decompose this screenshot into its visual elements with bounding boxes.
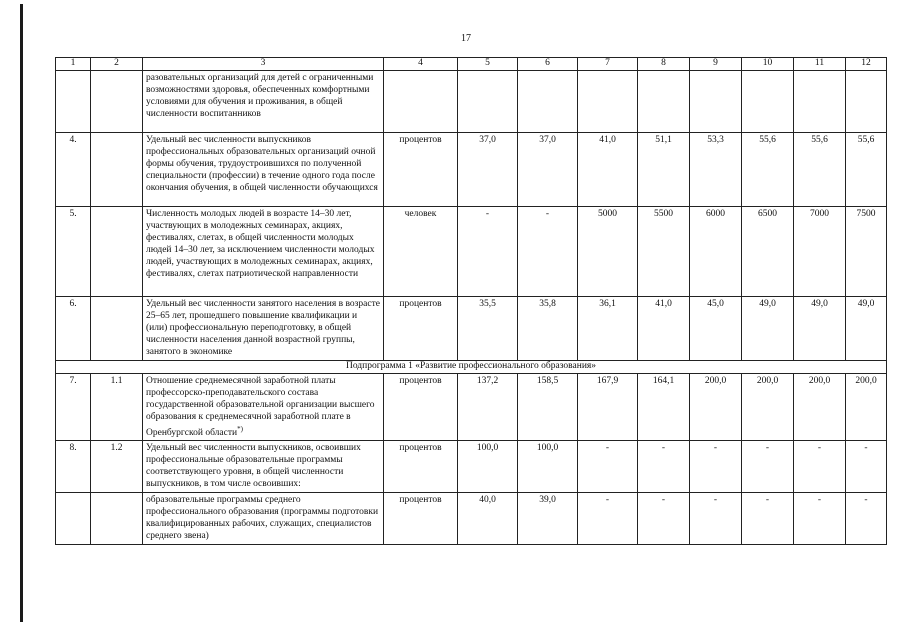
value-cell [794, 71, 846, 133]
value-cell: 200,0 [794, 374, 846, 441]
unit-cell: процентов [384, 374, 458, 441]
indicator-text: Численность молодых людей в возрасте 14–30 лет, участвующих в молодежных семинарах, акциях, фестивалях, слетах, в общей численности молодых людей 14–30 лет, за исключением численности молодых людей, участвующих в молодежных семинарах, акциях, фестивалях, слетах патриотической направленности [143, 207, 384, 297]
unit-cell: процентов [384, 133, 458, 207]
value-cell: 5000 [578, 207, 638, 297]
header-cell: 10 [742, 58, 794, 71]
value-cell: 49,0 [794, 297, 846, 361]
row-number: 4. [56, 133, 91, 207]
indicator-text: образовательные программы среднего профессионального образования (программы подготовки квалифицированных рабочих, служащих, специалистов среднего звена) [143, 493, 384, 545]
unit-cell [384, 71, 458, 133]
value-cell: 49,0 [742, 297, 794, 361]
indicator-text: Удельный вес численности занятого населения в возрасте 25–65 лет, прошедшего повышение квалификации и (или) профессиональную переподготовку, в общей численности населения данной возрастной группы, занятого в экономике [143, 297, 384, 361]
value-cell: 53,3 [690, 133, 742, 207]
header-cell: 9 [690, 58, 742, 71]
value-cell: 37,0 [518, 133, 578, 207]
table-row [56, 71, 887, 133]
value-cell [578, 71, 638, 133]
value-cell: 200,0 [846, 374, 887, 441]
indicator-text: Удельный вес численности выпускников, освоивших профессиональные образовательные программы соответствующего уровня, в общей численности выпускников, в том числе освоивших: [143, 441, 384, 493]
value-cell: 41,0 [638, 297, 690, 361]
value-cell: 55,6 [846, 133, 887, 207]
value-cell [518, 71, 578, 133]
unit-cell: процентов [384, 441, 458, 493]
table-row [56, 493, 887, 545]
value-cell [846, 71, 887, 133]
header-cell: 6 [518, 58, 578, 71]
row-number: 8. [56, 441, 91, 493]
row-number [56, 493, 91, 545]
value-cell: 5500 [638, 207, 690, 297]
value-cell: - [578, 441, 638, 493]
value-cell: 35,8 [518, 297, 578, 361]
value-cell: - [846, 441, 887, 493]
value-cell [458, 71, 518, 133]
item-code [91, 493, 143, 545]
item-code [91, 71, 143, 133]
value-cell: - [846, 493, 887, 545]
item-code [91, 297, 143, 361]
row-number: 5. [56, 207, 91, 297]
value-cell: 37,0 [458, 133, 518, 207]
item-code: 1.2 [91, 441, 143, 493]
footnote-mark: *) [237, 425, 243, 433]
value-cell [742, 71, 794, 133]
value-cell: 6500 [742, 207, 794, 297]
item-code: 1.1 [91, 374, 143, 441]
indicator-text-cell [143, 374, 384, 441]
value-cell: - [794, 441, 846, 493]
table-row [56, 441, 887, 493]
value-cell: - [742, 493, 794, 545]
unit-cell: процентов [384, 493, 458, 545]
unit-cell: человек [384, 207, 458, 297]
header-row [56, 58, 887, 71]
header-cell: 8 [638, 58, 690, 71]
binding-edge [20, 4, 23, 622]
indicator-text: разовательных организаций для детей с ограниченными возможностями здоровья, обеспеченных комфортными условиями для обучения и проживания, в общей численности воспитанников [143, 71, 384, 133]
item-code [91, 133, 143, 207]
value-cell: - [458, 207, 518, 297]
header-cell: 3 [143, 58, 384, 71]
indicator-text: Отношение среднемесячной заработной платы профессорско-преподавательского состава государственной образовательной организации высшего образования к среднемесячной заработной плате в Оренбургской области [146, 376, 375, 439]
header-cell: 2 [91, 58, 143, 71]
indicators-table [55, 57, 887, 545]
header-cell: 11 [794, 58, 846, 71]
value-cell: 40,0 [458, 493, 518, 545]
table-row [56, 207, 887, 297]
page-number: 17 [461, 33, 471, 44]
row-number: 7. [56, 374, 91, 441]
value-cell: 167,9 [578, 374, 638, 441]
table-row [56, 133, 887, 207]
unit-cell: процентов [384, 297, 458, 361]
row-number: 6. [56, 297, 91, 361]
value-cell: 51,1 [638, 133, 690, 207]
value-cell: 100,0 [458, 441, 518, 493]
value-cell: 41,0 [578, 133, 638, 207]
value-cell: 200,0 [690, 374, 742, 441]
item-code [91, 207, 143, 297]
value-cell: 35,5 [458, 297, 518, 361]
value-cell: - [742, 441, 794, 493]
indicator-text: Удельный вес численности выпускников профессиональных образовательных организаций очной формы обучения, трудоустроившихся по полученной специальности (профессии) в течение одного года после окончания обучения, в общей численности обучающихся [143, 133, 384, 207]
value-cell: 55,6 [794, 133, 846, 207]
table-row [56, 374, 887, 441]
value-cell: 6000 [690, 207, 742, 297]
header-cell: 7 [578, 58, 638, 71]
header-cell: 1 [56, 58, 91, 71]
value-cell: 39,0 [518, 493, 578, 545]
value-cell: 45,0 [690, 297, 742, 361]
value-cell: 49,0 [846, 297, 887, 361]
header-cell: 12 [846, 58, 887, 71]
header-cell: 4 [384, 58, 458, 71]
value-cell [638, 71, 690, 133]
value-cell: 55,6 [742, 133, 794, 207]
value-cell: 7000 [794, 207, 846, 297]
value-cell: 164,1 [638, 374, 690, 441]
value-cell: 137,2 [458, 374, 518, 441]
value-cell: 36,1 [578, 297, 638, 361]
value-cell: 158,5 [518, 374, 578, 441]
value-cell: 7500 [846, 207, 887, 297]
value-cell: - [638, 441, 690, 493]
value-cell: - [638, 493, 690, 545]
subprogram-title: Подпрограмма 1 «Развитие профессионального образования» [56, 361, 887, 374]
row-number [56, 71, 91, 133]
value-cell: - [690, 493, 742, 545]
subprogram-row [56, 361, 887, 374]
value-cell [690, 71, 742, 133]
table-row [56, 297, 887, 361]
header-cell: 5 [458, 58, 518, 71]
value-cell: - [518, 207, 578, 297]
value-cell: - [690, 441, 742, 493]
value-cell: 200,0 [742, 374, 794, 441]
value-cell: - [578, 493, 638, 545]
value-cell: 100,0 [518, 441, 578, 493]
value-cell: - [794, 493, 846, 545]
